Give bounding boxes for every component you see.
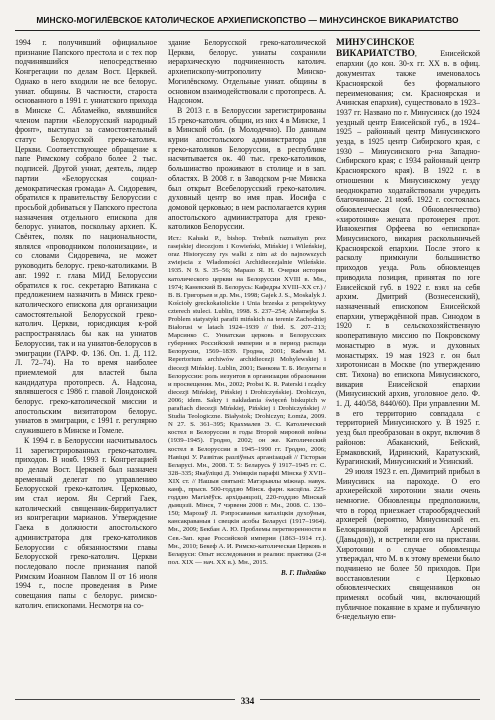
paragraph: К 1994 г. в Белоруссии насчитывалось 11 зарегистрированных греко-католич. приходов. В нояб. 1993 г. Конгрегацией по делам Вост. Церквей был назначен временный делегат по управлению Белорусской греко-католич. Церковью, им стал иером. Ян Сергий Гаек, католический священник-бирритуалист из конгрегации марианов. Утверждение Гаека в должности апостольского администратора для греко-католиков Белоруссии с обязанностями главы Белорусской греко-католич. Церкви последовало после признания папой Римским Иоанном Павлом II от 16 июля 1994 г., после проведения в Риме совещания папы с белорус. римско-католич. епископами. Несмотря на со- — [15, 435, 157, 610]
text-column-2 — [168, 38, 326, 688]
page-number — [0, 691, 495, 709]
paragraph: В 2013 г. в Белоруссии зарегистрированы 15 греко-католич. общин, из них 4 в Минске, 1 в Минской обл. (в Молодечно). По данным курии апостольского администратора для греко-католиков Белоруссии, в республике насчитывается ок. 40 тыс. греко-католиков, большинство проживают в столице и в зап. областях. В 2008 г. в Заводском р-не Минска был открыт Всебелорусский греко-католич. духовный центр во имя прав. Иосифа с домовой церковью; в нем располагается курия апостольского администратора для греко-католиков Белоруссии. — [168, 105, 326, 232]
entry-text: Енисейской епархии (до кон. 30-х гг. XX в. в офиц. документах также именовалось Красноярской без формального переименования; см. Красноярская и Ачинская епархия), существовало в 1923–1937 гг. Названо по г. Минусинск (до 1924 уездный центр Енисейской губ., в 1924–1925 – районный центр Минусинского уезда, в 1925 центр Сибирского края, с 1930 – Минусинского р-на Западно-Сибирского края; с 1934 районный центр Красноярского края). В 1922 г. в отношении к Минусинскому уезду неоднократно ходатайствовали учредить благочинные. 21 нояб. 1922 г. состоялась обновленческая (см. Обновленчество) «хиротония» жената протоиерея прот. Иннокентия Орфеева во «епископа» Минусинского, викария расколыничьей Красноярской епархии. После этого к расколу примкнули большинство приходов уезда. Роль обновленцев приводила позиция, принятая по юге Енисейской губ. в 1922 г. взял на себя архим. Дмитрий (Вознесенский), назначенный епископом Енисейской епархии, утверждённой прав. Синодом в 1920 г. в сельскохозяйственную кооперативную миссию по Покровскому монастырю в муж. и духовных монастырях. 19 мая 1923 г. он был хиротонисан в Москве (по утверждению свт. Тихона) во епископа Минусинского, викария Енисейской епархии (Минусинский архив, уголовное дело. Ф. 1. Д. 440/58, 8440/60). При управлении М. в его территорию совпадала с территорией Минусинского у. В 1925 г. уезд был преобразован в округ, включив 8 районов: Абаканский, Бейский, Ермаковский, Идринский, Каратузский, Курагинский, Минусинский и Усинский. — [336, 48, 480, 467]
bibliography: Ист.: Kałuski P., bishop. Trebnik razmaitym prez rasejskiej diecezjom i Kowieński, Mińskiej i Wileńskiej, oraz Historyczny rys walki z nim aż do najnowszych zwiejscia z Władomości Archidiecezjalnie Wileńskie. 1935. N 9. S. 35–56; Маразо Я. Н. Очерки истории католического церкви на Белоруссии XVIII в. Мн., 1974; Каневский В. Белорусь: Кафедры XVIII–XX ст.) / В. В. Григорьев и др. Мн., 1998; Gajek J. S., Moskalyk J. Kościoły greckokatolickie i Unia brzeska z perspektywy czterech stuleci. Lublin, 1998. S. 237–254; Abłamejka S. Problem statystyki parafii mińskich na terenie Zachodniej Białorusi w latach 1924–1939 // Ibid. S. 207–213; Марсинко С. Униатская церковь в Белорусских губерниях Российской империи и в период распада Белорусии, 1569–1839. Гродна, 2001; Radwan M. Repertorium archiwów archidiecezji Mohylewskiej i diecezji Mińskiej. Lublin, 2001; Ванкова Т. Б. Иезуиты в Белоруссии: роль иезуитов в организации образования и просвещения. Мн., 2002; Probst K. R. Paterski i rządcy diecezji Mińskiej, Pińskiej i Drohiczyńskiej. Drohiczyn, 2006; idem. Sakry i nakładania święceń biskupich w parafiach diecezji Mińskiej, Pińskiej i Drohiczyńskiej // Studia Teologiczne. Białystok; Drohiczyn; Łomża, 2009. N 27. S. 361–395; Крахмалев Э. С. Католический костел в Белоруссии в годы Второй мировой войны (1939–1945). Гродно, 2002; он же. Католический костел в Белоруссии в 1945–1990 гг. Гродно, 2006; Навіцкі У. Развітак разліўных арганізацый // Гісторыя Беларусі. Мн., 2008. Т. 5: Беларусь ў 1917–1945 гг. С. 328–335; Якаўліцкі Д. Уніяцкія парафіі Мінска ў XVII–XIX ст. // Нашыя святыні: Матэрыялы міжнар. навук. канф., прысв. 500-годдзю Мінск. фарн. касцёла. 225-годдзю Магілёўск. архідыяцэзіі, 220-годдзю Мінскай дыяцэзіі. Мінск, 7 чэрвеня 2008 г. Мн., 2008. С. 130–150; Марозаў Л. Рэпрэсаваныя каталіцкія духоўныя, кансакраваныя і свецкія асобы Беларусі (1917–1964). Мн., 2009; Бекбан А. Ю. Проблемы перетворенности в Сев.-Зап. крае Российской империи (1863–1914 гг.). Мн., 2010; Бекеф А. И. Римско-католическая Церковь в Беларуси: Опыт исследования и реалии: практика (2-я пол. XIX — нач. XX в.). Мн., 2015. — [168, 235, 326, 566]
author-signature: В. Г. Пидгайко — [281, 568, 326, 577]
text-column-1 — [15, 38, 157, 688]
paragraph: 29 июля 1923 г. еп. Димитрий прибыл в Минусинск на пароходе. О его архиерейской хиротонии знали очень немногие. Обновленцы предположили, что в город приезжает старообрядческий архиерей (вероятно, Минусинский еп. Белокриницкой иерархии Арсений (Давыдов)), и встретили его на пристани. Хиротонии о случае обновленцы утверждал, что М. в к этому времени было подчинено не более 50 приходов. При восстановлении с Церковью обновленческих священников он применял особый чин, включающий публичное покаяние в храме и публичную 6-недельную епи- — [336, 466, 480, 622]
paragraph: 1994 г. получивший официальное признание Папского престола и с тех пор подчинявшийся непосредственно Конгрегации по делам Вост. Церквей. Однако в него входили не все белорус. униат. общины. В частности, староста основанного в 1991 г. униатского прихода в Минске С. Абламейко, являвшийся членом партии «Белорусский народный фронт», выступал за самостоятельный статус Белорусской греко-католич. Церкви. Соответствующее обращение к папе Римскому собрало более 2 тыс. подписей. Другой униат, деятель, лидер партии «Белорусская социал-демократическая громада» А. Сидоревич, обратился к правительству Белоруссии с просьбой добиваться у Папского престола назначения отдельного епископа для белорус. униатов, поскольку архиеп. К. Свёнтек, поляк по национальности, являлся «проводником полонизации», и со словами Сидоревича, не может руководить белорус. греко-католиками. В авг. 1992 г. глава МИД Белоруссии обратился к гос. секретарю Ватикана с предложением назначить в Минск греко-католического епископа для организации самостоятельной Белорусской греко-католич. Церкви, юрисдикция к-рой распространялась бы как на униатов Белоруссии, так и на униатов-белорусов в эмиграции (ГАРФ. Ф. 136. Оп. 1. Д. 112. Л. 72–74). На то время наиболее приемлемой для властей была кандидатура протопресв. А. Надсона, являвшегося с 1986 г. главой Лондонской белорус. греко-католической миссии и апостольским визитатором белорус. униатов в эмиграции, с 1991 г. регулярно служившего в Минске и Гомеле. — [15, 38, 157, 436]
paragraph: здание Белорусской греко-католической Церкви, белорус. униаты сохранили иерархическую подчиненность католич. архиепископу-митрополиту Минско-Могилёвскому. Отдельные униат. общины в основном взаимодействовали с протопресв. А. Надсоном. — [168, 38, 326, 106]
entry-title: МИНУСИНСКОЕ ВИКАРИАТСТВО — [336, 38, 415, 59]
text-column-3 — [336, 38, 480, 688]
page-number-label: 334 — [235, 694, 261, 708]
entry: МИНУСИНСКОЕ ВИКАРИАТСТВО, Енисейской епархии (до кон. 30-х гг. XX в. в офиц. документах также именовалось Красноярской без формального переименования; см. Красноярская и Ачинская епархия), существовало в 1923–1937 гг. Названо по г. Минусинск (до 1924 уездный центр Енисейской губ., в 1924–1925 – районный центр Минусинского уезда, в 1925 центр Сибирского края, с 1930 – Минусинского р-на Западно-Сибирского края; с 1934 районный центр Красноярского края). В 1922 г. в отношении к Минусинскому уезду неоднократно ходатайствовали учредить благочинные. 21 нояб. 1922 г. состоялась обновленческая (см. Обновленчество) «хиротония» жената протоиерея прот. Иннокентия Орфеева во «епископа» Минусинского, викария расколыничьей Красноярской епархии. После этого к расколу примкнули большинство приходов уезда. Роль обновленцев приводила позиция, принятая по юге Енисейской губ. в 1922 г. взял на себя архим. Дмитрий (Вознесенский), назначенный епископом Енисейской епархии, утверждённой прав. Синодом в 1920 г. в сельскохозяйственную кооперативную миссию по Покровскому монастырю в муж. и духовных монастырях. 19 мая 1923 г. он был хиротонисан в Москве (по утверждению свт. Тихона) во епископа Минусинского, викария Енисейской епархии (Минусинский архив, уголовное дело. Ф. 1. Д. 440/58, 8440/60). При управлении М. в его территорию совпадала с территорией Минусинского у. В 1925 г. уезд был преобразован в округ, включив 8 районов: Абаканский, Бейский, Ермаковский, Идринский, Каратузский, Курагинский, Минусинский и Усинский. — [336, 38, 480, 467]
running-header: МИНСКО-МОГИЛЁВСКОЕ КАТОЛИЧЕСКОЕ АРХИЕПИСКОПСТВО — МИНУСИНСКОЕ ВИКАРИАТСТВО — [15, 10, 480, 31]
